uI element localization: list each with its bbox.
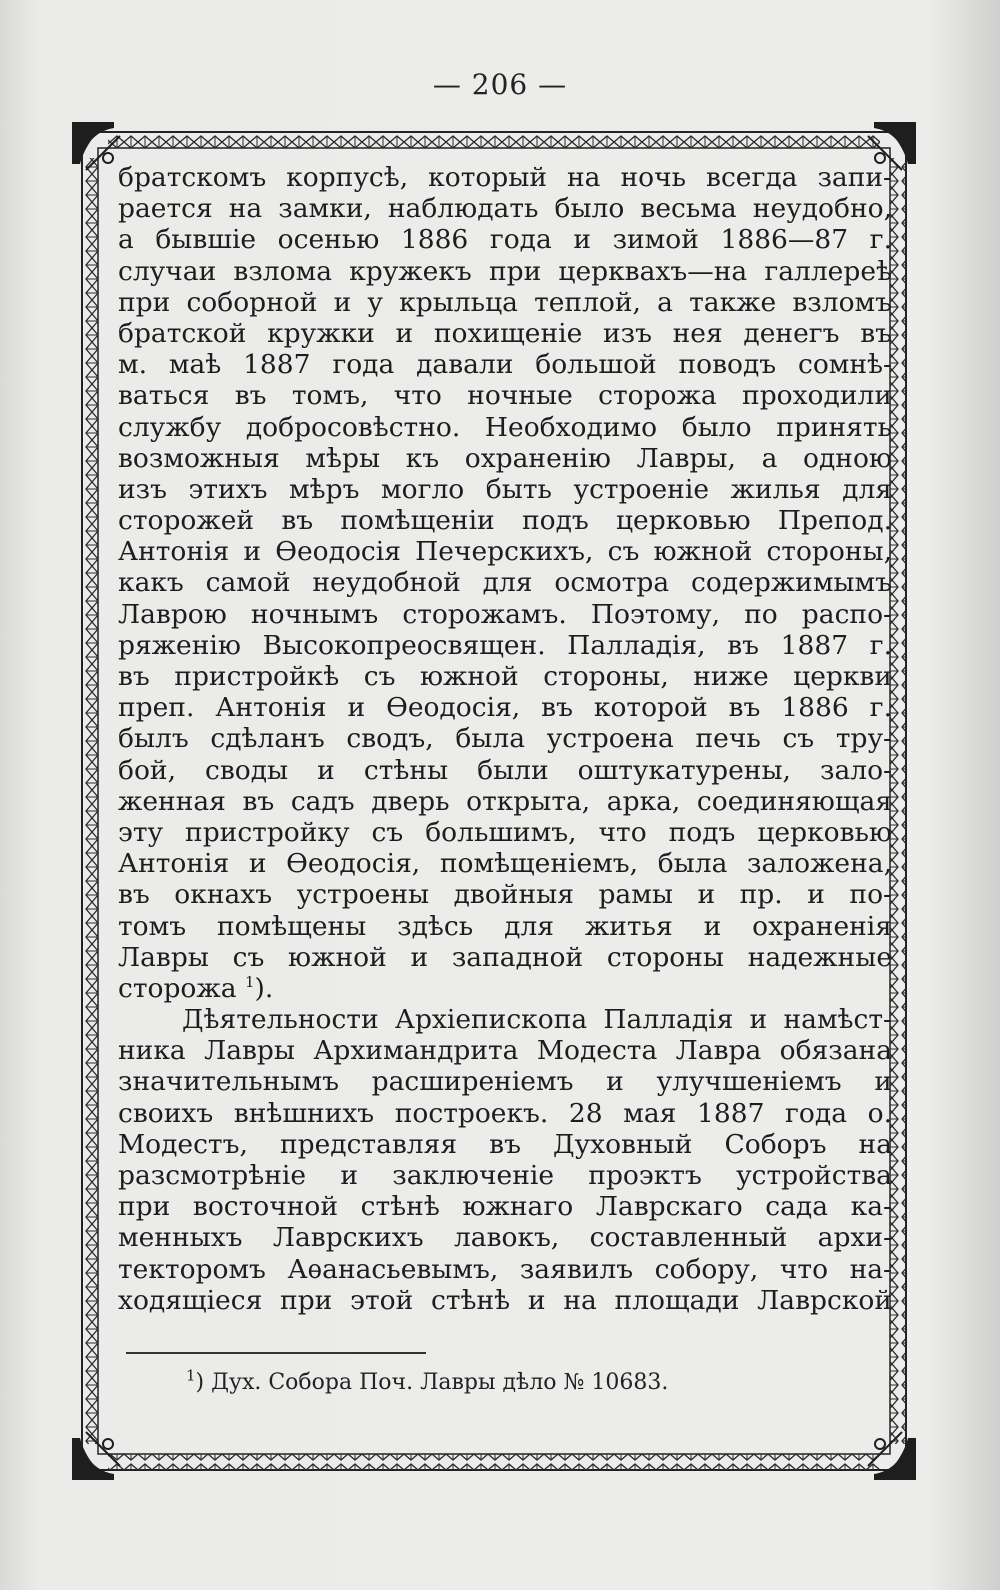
text-line: случаи взлома кружекъ при церквахъ—на галлереѣ: [118, 255, 892, 287]
text-line: былъ сдѣланъ сводъ, была устроена печь съ тру-: [118, 723, 892, 755]
text-line: значительнымъ расширеніемъ и улучшеніемъ и: [118, 1066, 892, 1098]
text-line: возможныя мѣры къ охраненію Лавры, а одною: [118, 442, 892, 474]
footnote: [186, 1366, 669, 1395]
text-line: женная въ садъ дверь открыта, арка, соединяющая: [118, 785, 892, 817]
text-line: ника Лавры Архимандрита Модеста Лавра обязана: [118, 1035, 892, 1067]
text-line: эту пристройку съ большимъ, что подъ церковью: [118, 816, 892, 848]
footnote-marker: 1: [186, 1366, 196, 1385]
page-number: — 206 —: [432, 68, 568, 101]
text-line: разсмотрѣніе и заключеніе проэктъ устройства: [118, 1160, 892, 1191]
text-fragment: сторожа: [118, 972, 237, 1004]
text-line: Антонія и Ѳеодосія Печерскихъ, съ южной стороны,: [118, 536, 892, 568]
text-line: Антонія и Ѳеодосія, помѣщеніемъ, была заложена,: [118, 848, 892, 880]
text-line: при восточной стѣнѣ южнаго Лаврскаго сада ка-: [118, 1191, 892, 1223]
text-line: а бывшіе осенью 1886 года и зимой 1886—87 г.: [118, 224, 892, 256]
text-fragment: ).: [254, 972, 274, 1004]
footnote-reference[interactable]: 1: [245, 973, 255, 992]
text-line: текторомъ Аѳанасьевымъ, заявилъ собору, что на-: [118, 1253, 892, 1285]
text-line: Лаврою ночнымъ сторожамъ. Поэтому, по распо-: [118, 598, 892, 630]
text-line: какъ самой неудобной для осмотра содержимымъ: [118, 567, 892, 599]
text-line: менныхъ Лаврскихъ лавокъ, составленный архи-: [118, 1222, 892, 1254]
text-line: бой, своды и стѣны были оштукатурены, зало-: [118, 754, 892, 786]
text-line: своихъ внѣшнихъ построекъ. 28 мая 1887 года о.: [118, 1097, 892, 1129]
text-line: преп. Антонія и Ѳеодосія, въ которой въ 1886 г.: [118, 692, 892, 724]
body-text: [118, 162, 892, 1316]
text-line: ряженію Высокопреосвящен. Палладія, въ 1887 г.: [118, 629, 892, 661]
text-line: братскомъ корпусѣ, который на ночь всегда запи-: [118, 162, 892, 193]
text-line: при соборной и у крыльца теплой, а также взломъ: [118, 286, 892, 318]
text-line: томъ помѣщены здѣсь для житья и охраненія: [118, 910, 892, 942]
footnote-divider: [126, 1352, 426, 1354]
text-line: ваться въ томъ, что ночные сторожа проходили: [118, 380, 892, 412]
footnote-text: ) Дух. Собора Поч. Лавры дѣло № 10683.: [195, 1370, 669, 1395]
text-line-last: [118, 973, 892, 1004]
text-line: сторожей въ помѣщеніи подъ церковью Препод.: [118, 505, 892, 537]
text-line: ходящіеся при этой стѣнѣ и на площади Лаврской: [118, 1284, 892, 1316]
text-line: рается на замки, наблюдать было весьма неудобно,: [118, 193, 892, 225]
text-line: м. маѣ 1887 года давали большой поводъ сомнѣ-: [118, 349, 892, 381]
paragraph-start-line: Дѣятельности Архіепископа Палладія и намѣст-: [182, 1004, 892, 1036]
text-line: братской кружки и похищеніе изъ нея денегъ въ: [118, 317, 892, 349]
text-line: изъ этихъ мѣръ могло быть устроеніе жилья для: [118, 473, 892, 505]
text-line: службу добросовѣстно. Необходимо было принять: [118, 411, 892, 443]
text-line: въ окнахъ устроены двойныя рамы и пр. и по-: [118, 879, 892, 911]
text-line: въ пристройкѣ съ южной стороны, ниже церкви: [118, 661, 892, 692]
text-line: Модестъ, представляя въ Духовный Соборъ на: [118, 1128, 892, 1160]
text-line: Лавры съ южной и западной стороны надежные: [118, 941, 892, 973]
